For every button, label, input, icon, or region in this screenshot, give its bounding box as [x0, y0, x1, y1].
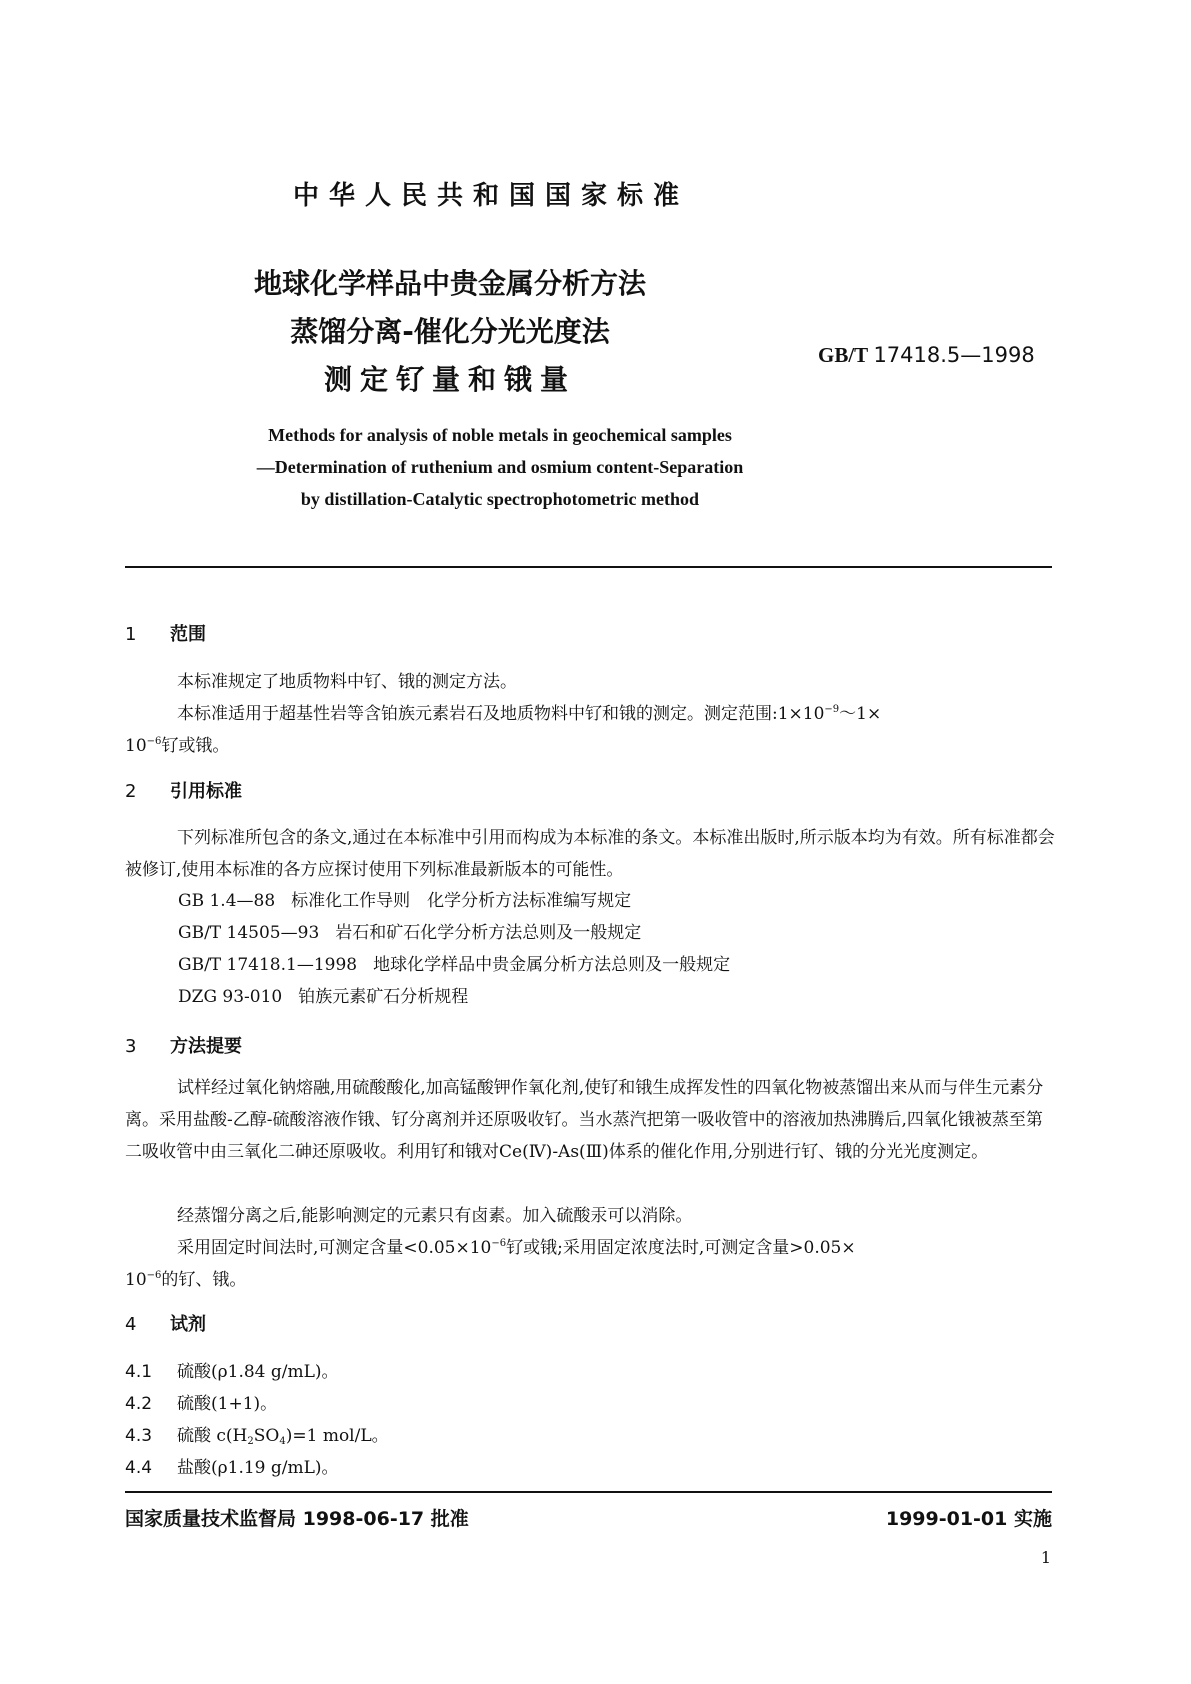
title-en-line1: Methods for analysis of noble metals in geochemical samples: [268, 425, 732, 445]
reagent-item: 4.2 硫酸(1+1)。: [125, 1394, 278, 1414]
reference-item: GB 1.4—88 标准化工作导则 化学分析方法标准编写规定: [178, 891, 632, 911]
method-summary-paragraph-3: 采用固定时间法时,可测定含量$<0.05\times 10^{-6}$钌或锇;采用固定浓度法时,可测定含量>0.05× $10^{-6}$的钌、锇。: [125, 1238, 856, 1290]
section-heading-scope: 1 范围: [125, 624, 206, 645]
approval-date: 国家质量技术监督局 1998-06-17 批准: [125, 1508, 469, 1530]
national-standard-heading: 中华人民共和国国家标准: [293, 181, 690, 211]
page-number: 1: [1040, 1548, 1051, 1567]
standard-code: 17418.5—1998: [873, 343, 1035, 367]
section-heading-reagents: 4 试剂: [125, 1314, 206, 1335]
standard-number: [818, 343, 1035, 368]
reagent-item: 4.4 盐酸(ρ1.19 g/mL)。: [125, 1458, 339, 1478]
effective-date: 1999-01-01 实施: [885, 1508, 1052, 1530]
reagent-item: 4.1 硫酸(ρ1.84 g/mL)。: [125, 1362, 339, 1382]
title-en-line3: by distillation-Catalytic spectrophotometric method: [300, 489, 700, 509]
footer-divider: [125, 1491, 1052, 1493]
reference-item: DZG 93-010 铂族元素矿石分析规程: [178, 987, 469, 1007]
reference-item: GB/T 17418.1—1998 地球化学样品中贵金属分析方法总则及一般规定: [178, 955, 731, 975]
title-zh-line1: 地球化学样品中贵金属分析方法: [253, 267, 646, 300]
section-heading-normative-references: 2 引用标准: [125, 781, 242, 802]
reference-item: GB/T 14505—93 岩石和矿石化学分析方法总则及一般规定: [178, 923, 642, 943]
method-summary-paragraph-1: 试样经过氧化钠熔融,用硫酸酸化,加高锰酸钾作氧化剂,使钌和锇生成挥发性的四氧化物被蒸馏出来从而与伴生元素分离。采用盐酸-乙醇-硫酸溶液作锇、钌分离剂并还原吸收钌。当水蒸汽把第一吸收管中的溶液加热沸腾后,四氧化锇被蒸至第二吸收管中由三氧化二砷还原吸收。利用钌和锇对Ce(Ⅳ)-As(Ⅲ)体系的催化作用,分别进行钌、锇的分光光度测定。: [125, 1078, 1044, 1162]
standard-prefix: GB/T: [818, 343, 869, 367]
header-divider: [125, 566, 1052, 568]
method-summary-paragraph-2: 经蒸馏分离之后,能影响测定的元素只有卤素。加入硫酸汞可以消除。: [177, 1206, 693, 1226]
section-heading-method-summary: 3 方法提要: [125, 1036, 242, 1057]
title-zh-line2: 蒸馏分离-催化分光光度法: [290, 315, 610, 348]
title-en-line2: —Determination of ruthenium and osmium content-Separation: [256, 457, 744, 477]
reagent-item: 4.3 硫酸 $c(H_2SO_4)=1$ mol/L。: [125, 1426, 389, 1447]
title-zh-line3: 测定钌量和锇量: [323, 363, 576, 396]
scope-paragraph-1: 本标准规定了地质物料中钌、锇的测定方法。: [177, 672, 517, 692]
references-intro-paragraph: 下列标准所包含的条文,通过在本标准中引用而构成为本标准的条文。本标准出版时,所示版本均为有效。所有标准都会被修订,使用本标准的各方应探讨使用下列标准最新版本的可能性。: [125, 828, 1055, 880]
scope-paragraph-2: 本标准适用于超基性岩等含铂族元素岩石及地质物料中钌和锇的测定。测定范围$:1\times 10^{-9}\sim 1\times$ $10^{-6}$钌或锇。: [125, 704, 882, 756]
